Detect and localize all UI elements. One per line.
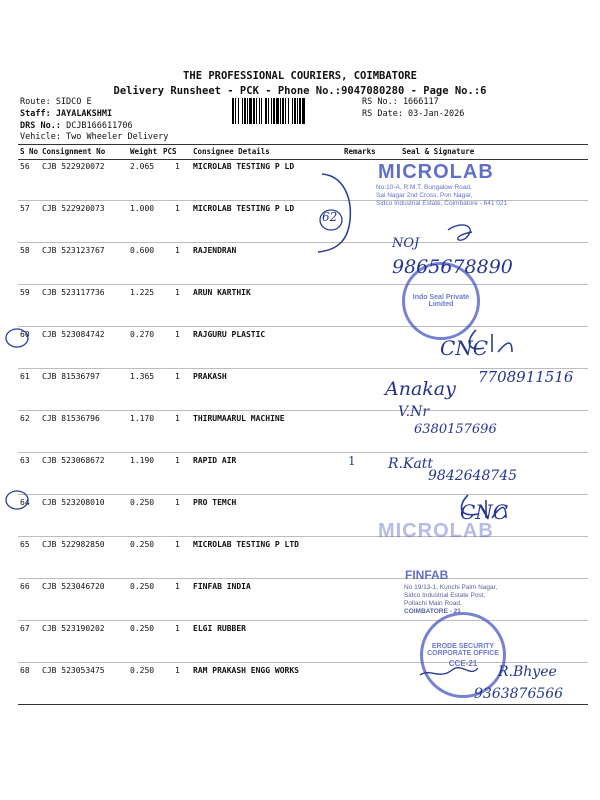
row-consignment: CJB 523123767 — [42, 246, 105, 255]
row-consignment: CJB 81536796 — [42, 414, 100, 423]
row-weight: 0.250 — [130, 624, 155, 633]
barcode — [232, 98, 357, 124]
vehicle-label: Vehicle: Two Wheeler Delivery — [20, 132, 169, 142]
handwritten-phone-63: 9842648745 — [428, 468, 518, 484]
row-consignment: CJB 523046720 — [42, 582, 105, 591]
microlab-addr-line: No:10-A, R.M.T. Bungalow Road, — [376, 184, 472, 191]
row-sno: 56 — [20, 162, 30, 171]
row-pcs: 1 — [175, 456, 180, 465]
row-pcs: 1 — [175, 246, 180, 255]
row-pcs: 1 — [175, 204, 180, 213]
finfab-addr-line: Sidco Industrial Estate Post, — [404, 592, 486, 599]
handwritten-phone-68: 9363876566 — [474, 686, 564, 702]
handwritten-name-58: NOJ — [392, 236, 420, 251]
row-consignment: CJB 523068672 — [42, 456, 105, 465]
drs-label: DRS No.: — [20, 121, 61, 131]
row-pcs: 1 — [175, 162, 180, 171]
row-weight: 0.250 — [130, 540, 155, 549]
row-consignee: RAM PRAKASH ENGG WORKS — [193, 666, 299, 675]
row-weight: 1.365 — [130, 372, 155, 381]
row-weight: 0.270 — [130, 330, 155, 339]
row-pcs: 1 — [175, 540, 180, 549]
row-consignee: MICROLAB TESTING P LTD — [193, 540, 299, 549]
handwritten-name-61: Anakay — [385, 378, 456, 400]
row-pcs: 1 — [175, 582, 180, 591]
row-consignment: CJB 81536797 — [42, 372, 100, 381]
row-consignee: MICROLAB TESTING P LD — [193, 204, 295, 213]
row-pcs: 1 — [175, 624, 180, 633]
row-consignment: CJB 523053475 — [42, 666, 105, 675]
handwritten-sign-64: CNC — [460, 500, 509, 524]
col-pcs: PCS — [163, 147, 177, 156]
table-row — [18, 578, 588, 621]
rs-number: RS No.: 1666117 — [362, 97, 439, 107]
row-consignee: ELGI RUBBER — [193, 624, 246, 633]
indo-seal-stamp: Indo Seal Private Limited — [402, 262, 480, 340]
row-consignment: CJB 523084742 — [42, 330, 105, 339]
handwritten-phone-62: 6380157696 — [414, 422, 497, 437]
table-row — [18, 536, 588, 579]
security-seal-inner: CCE-21 — [448, 658, 478, 668]
security-seal-text: ERODE SECURITY CORPORATE OFFICE — [427, 642, 499, 657]
row-consignee: THIRUMAARUL MACHINE — [193, 414, 285, 423]
row-consignee: PRAKASH — [193, 372, 227, 381]
microlab-addr-line: Sidco Industrial Estate, Coimbatore - 641 021 — [376, 200, 508, 207]
row-consignee: MICROLAB TESTING P LD — [193, 162, 295, 171]
row-consignee: RAJENDRAN — [193, 246, 237, 255]
col-weight: Weight — [130, 147, 158, 156]
drs-row — [20, 121, 133, 131]
row-sno: 68 — [20, 666, 30, 675]
handwritten-name-68: R.Bhyee — [498, 664, 557, 680]
row-sno: 60 — [20, 330, 30, 339]
rs-date: RS Date: 03-Jan-2026 — [362, 109, 465, 119]
row-pcs: 1 — [175, 288, 180, 297]
route-label: Route: SIDCO E — [20, 97, 92, 107]
staff-row — [20, 109, 112, 119]
table-row — [18, 284, 588, 327]
row-sno: 62 — [20, 414, 30, 423]
staff-name: JAYALAKSHMI — [55, 109, 113, 119]
row-consignment: CJB 523208010 — [42, 498, 105, 507]
row-weight: 2.065 — [130, 162, 155, 171]
finfab-stamp-title: FINFAB — [405, 568, 449, 582]
handwritten-name-62: V.Nr — [398, 404, 430, 420]
row-consignment: CJB 522920073 — [42, 204, 105, 213]
row-sno: 58 — [20, 246, 30, 255]
row-sno: 66 — [20, 582, 30, 591]
row-consignee: RAPID AIR — [193, 456, 237, 465]
row-weight: 0.600 — [130, 246, 155, 255]
handwritten-phone-58: 9865678890 — [392, 256, 513, 278]
handwritten-phone-61: 7708911516 — [478, 368, 574, 386]
row-pcs: 1 — [175, 414, 180, 423]
row-consignment: CJB 522920072 — [42, 162, 105, 171]
staff-label: Staff: — [20, 109, 51, 119]
col-sno: S No — [20, 147, 39, 156]
row-pcs: 1 — [175, 666, 180, 675]
row-sno: 65 — [20, 540, 30, 549]
row-pcs: 1 — [175, 330, 180, 339]
row-weight: 0.250 — [130, 666, 155, 675]
col-consignment: Consignment No — [42, 147, 106, 156]
row-sno: 64 — [20, 498, 30, 507]
table-row — [18, 326, 588, 369]
row-sno: 67 — [20, 624, 30, 633]
row-pcs: 1 — [175, 372, 180, 381]
row-consignee: ARUN KARTHIK — [193, 288, 251, 297]
row-consignee: RAJGURU PLASTIC — [193, 330, 266, 339]
company-title: THE PROFESSIONAL COURIERS, COIMBATORE — [183, 70, 417, 82]
row-weight: 1.190 — [130, 456, 155, 465]
microlab-stamp-faded: MICROLAB — [378, 520, 494, 542]
finfab-addr-line: COIMBATORE - 21 — [404, 608, 461, 615]
finfab-addr-line: No 19/13-1, Kunchi Palm Nagar, — [404, 584, 498, 591]
row-weight: 1.225 — [130, 288, 155, 297]
row-consignment: CJB 523190202 — [42, 624, 105, 633]
row-consignee: PRO TEMCH — [193, 498, 237, 507]
microlab-stamp-title: MICROLAB — [378, 161, 494, 183]
row-pcs: 1 — [175, 498, 180, 507]
handwritten-name-63: R.Katt — [388, 456, 434, 472]
row-weight: 0.250 — [130, 582, 155, 591]
drs-number: DCJB166611706 — [66, 121, 133, 131]
handwritten-mark-57: 62 — [322, 210, 338, 224]
row-weight: 0.250 — [130, 498, 155, 507]
microlab-stamp-address — [376, 184, 507, 208]
table-row — [18, 410, 588, 453]
row-sno: 61 — [20, 372, 30, 381]
row-remark: 1 — [348, 454, 356, 468]
barcode-bar — [305, 98, 306, 124]
row-sno: 59 — [20, 288, 30, 297]
handwritten-sign-60: CNC — [440, 336, 489, 360]
runsheet-subtitle: Delivery Runsheet - PCK - Phone No.:9047080280 - Page No.:6 — [113, 85, 487, 97]
finfab-addr-line: Pollachi Main Road, — [404, 600, 462, 607]
row-sno: 63 — [20, 456, 30, 465]
row-weight: 1.000 — [130, 204, 155, 213]
row-consignment: CJB 523117736 — [42, 288, 105, 297]
col-consignee: Consignee Details — [193, 147, 270, 156]
finfab-stamp-address — [404, 584, 497, 616]
col-remarks: Remarks — [344, 147, 376, 156]
row-consignment: CJB 522982850 — [42, 540, 105, 549]
microlab-addr-line: Sai Nagar 2nd Cross, Pon Nagar, — [376, 192, 473, 199]
row-weight: 1.170 — [130, 414, 155, 423]
row-sno: 57 — [20, 204, 30, 213]
row-consignee: FINFAB INDIA — [193, 582, 251, 591]
col-seal-signature: Seal & Signature — [402, 147, 475, 156]
